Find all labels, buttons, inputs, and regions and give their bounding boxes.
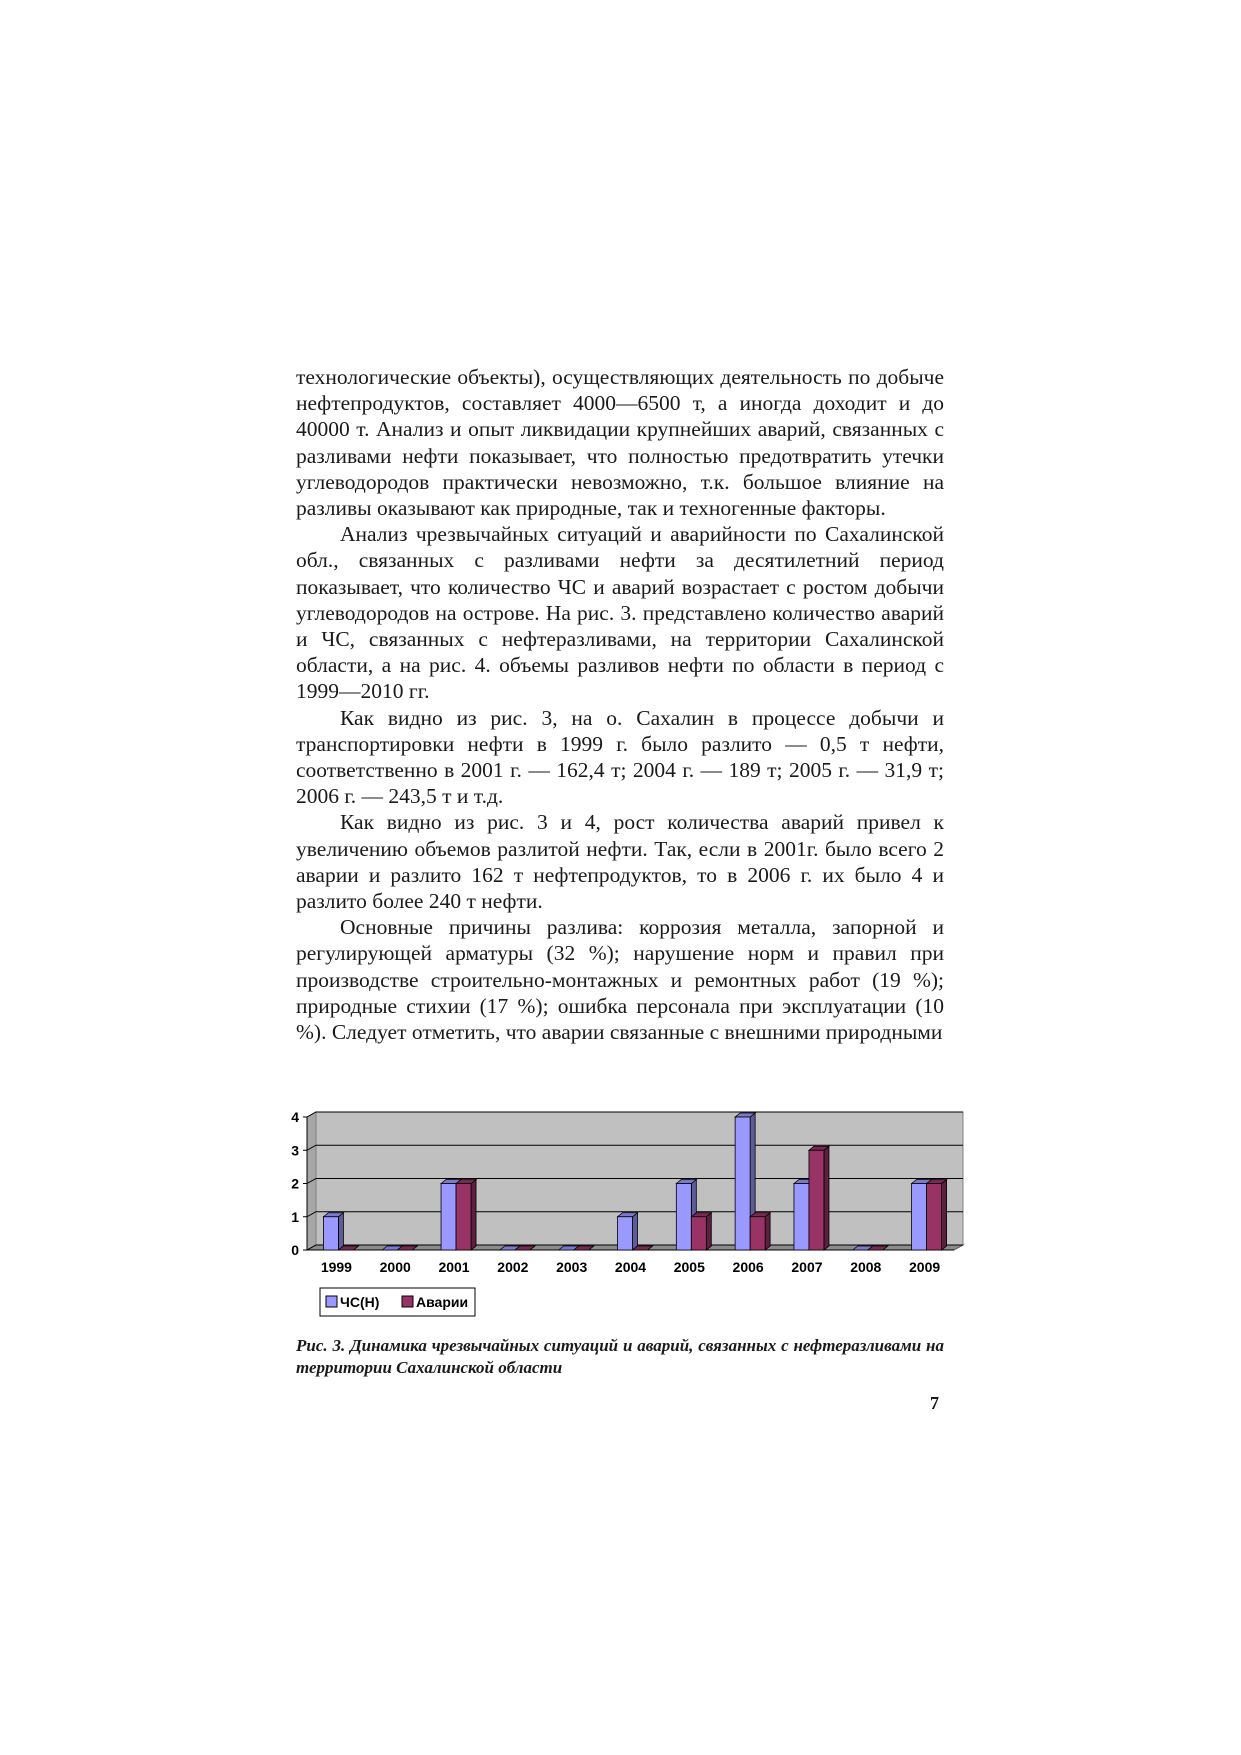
legend-label: ЧС(Н) — [340, 1294, 380, 1310]
x-tick-label: 2005 — [673, 1259, 705, 1275]
bar-front — [456, 1184, 471, 1251]
x-tick-label: 2004 — [614, 1259, 647, 1275]
bar-side — [706, 1213, 711, 1250]
bar-front — [735, 1117, 750, 1250]
bar-side — [942, 1180, 947, 1251]
figure-caption: Рис. 3. Динамика чрезвычайных ситуаций и аварий, связанных с нефтеразливами на территории Сахалинской области — [296, 1336, 944, 1377]
y-tick-label: 0 — [291, 1242, 299, 1258]
x-tick-label: 2000 — [379, 1259, 411, 1275]
bar-chs — [618, 1213, 638, 1250]
x-tick-label: 2001 — [438, 1259, 470, 1275]
paragraph: Как видно из рис. 3, на о. Сахалин в процессе добычи и транспортировки нефти в 1999 г. было разлито — 0,5 т нефти, соответственно в 2001 г. — 162,4 т; 2004 г. — 189 т; 2005 г. — 31,9 т; 2006 г. — 243,5 т и т.д. — [296, 705, 944, 809]
bar-side — [471, 1180, 476, 1251]
bar-front — [691, 1217, 706, 1250]
x-tick-label: 2009 — [909, 1259, 941, 1275]
x-tick-label: 2006 — [732, 1259, 764, 1275]
paragraph: Анализ чрезвычайных ситуаций и аварийности по Сахалинской обл., связанных с разливами нефти за десятилетний период показывает, что количество ЧС и аварий возрастает с ростом добычи углеводородов на острове. На рис. 3. представлено количество аварий и ЧС, связанных с нефтеразливами, на территории Сахалинской области, а на рис. 4. объемы разливов нефти по области в период с 1999—2010 гг. — [296, 522, 944, 704]
bar-chart — [285, 1110, 965, 1325]
y-tick-label: 1 — [291, 1208, 299, 1225]
bar-avarii — [927, 1180, 947, 1251]
body-text — [296, 364, 944, 1045]
bar-front — [809, 1150, 824, 1250]
paragraph: технологические объекты), осуществляющих деятельность по добыче нефтепродуктов, составляет 4000—6500 т, а иногда доходит и до 40000 т. Анализ и опыт ликвидации крупнейших аварий, связанных с разливами нефти показывает, что полностью предотвратить утечки углеводородов практически невозможно, т.к. большое влияние на разливы оказывают как природные, так и техногенные факторы. — [296, 365, 944, 521]
bar-avarii — [750, 1213, 770, 1250]
bar-side — [765, 1213, 770, 1250]
y-tick-label: 4 — [291, 1110, 299, 1125]
y-tick-label: 2 — [291, 1175, 299, 1192]
x-tick-label: 1999 — [320, 1259, 352, 1275]
bar-side — [338, 1213, 343, 1250]
bar-avarii — [809, 1146, 829, 1250]
bar-side — [633, 1213, 638, 1250]
bar-front — [618, 1217, 633, 1250]
paragraph: Как видно из рис. 3 и 4, рост количества аварий привел к увеличению объемов разлитой нефти. Так, если в 2001г. было всего 2 аварии и разлито 162 т нефтепродуктов, то в 2006 г. их было 4 и разлито более 240 т нефти. — [296, 810, 944, 914]
bar-avarii — [456, 1180, 476, 1251]
page-number: 7 — [930, 1393, 939, 1413]
bar-front — [927, 1184, 942, 1251]
paragraph: Основные причины разлива: коррозия металла, запорной и регулирующей арматуры (32 %); нарушение норм и правил при производстве строительно-монтажных и ремонтных работ (19 %); природные стихии (17 %); ошибка персонала при эксплуатации (10 %). Следует отметить, что аварии связанные с внешними природными — [296, 915, 944, 1045]
chart-legend — [320, 1288, 475, 1316]
legend-swatch — [402, 1296, 413, 1307]
x-tick-label: 2007 — [791, 1259, 823, 1275]
legend-label: Аварии — [416, 1294, 469, 1310]
bar-side — [824, 1146, 829, 1250]
x-tick-label: 2002 — [497, 1259, 529, 1275]
bar-front — [676, 1184, 691, 1251]
y-tick-label: 3 — [291, 1142, 299, 1159]
bar-front — [912, 1184, 927, 1251]
x-tick-label: 2008 — [850, 1259, 882, 1275]
bar-front — [323, 1217, 338, 1250]
bar-front — [750, 1217, 765, 1250]
bar-front — [794, 1184, 809, 1251]
x-tick-label: 2003 — [556, 1259, 588, 1275]
legend-swatch — [326, 1296, 337, 1307]
bar-chs — [323, 1213, 343, 1250]
bar-front — [441, 1184, 456, 1251]
bar-avarii — [691, 1213, 711, 1250]
